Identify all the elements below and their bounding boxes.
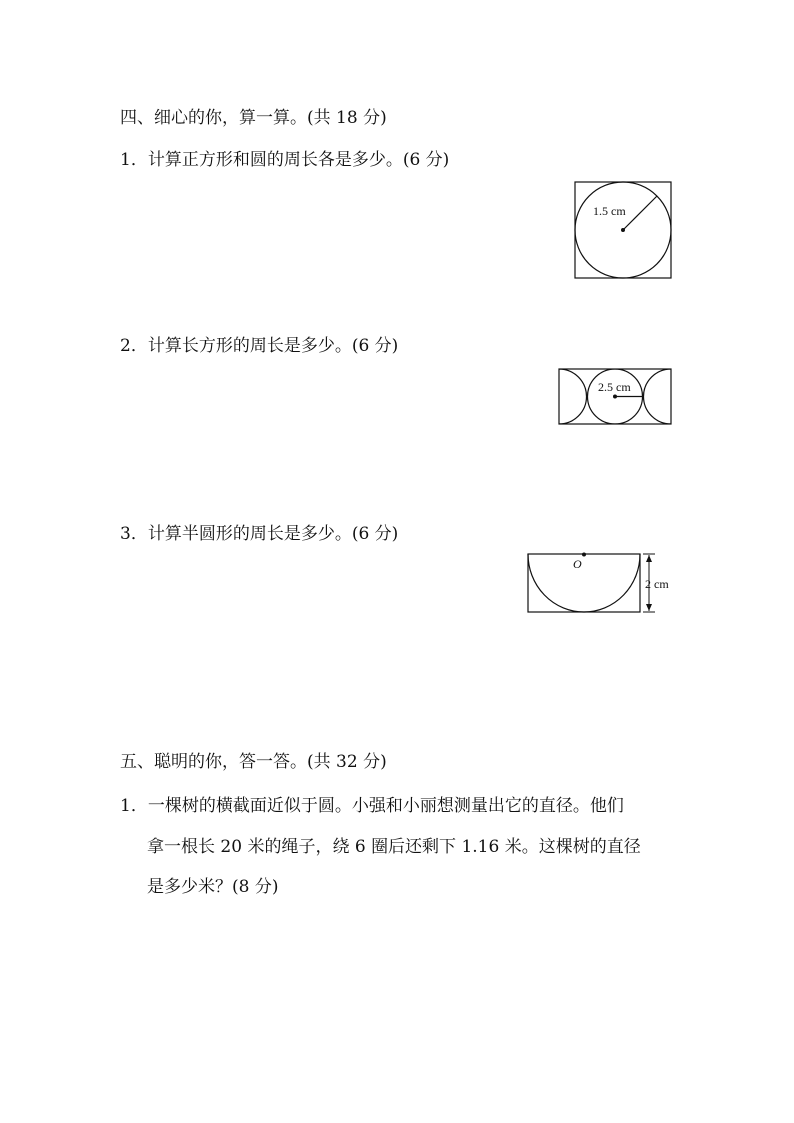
section5-heading: 五、聪明的你，答一答。(共 32 分) [120, 752, 387, 772]
question-4-2-text: 2．计算长方形的周长是多少。(6 分) [120, 336, 399, 356]
rectangle-outline [528, 554, 640, 612]
center-dot [621, 228, 625, 232]
dimension-arrow-up [646, 555, 652, 562]
dimension-arrow-down [646, 604, 652, 611]
radius-label: 1.5 cm [593, 204, 626, 218]
height-label: 2 cm [645, 577, 669, 591]
radius-label: 2.5 cm [598, 380, 631, 394]
question-4-3-text: 3．计算半圆形的周长是多少。(6 分) [120, 524, 399, 544]
section4-heading: 四、细心的你，算一算。(共 18 分) [120, 108, 387, 128]
semicircle-arc [528, 554, 640, 612]
question-4-1-text: 1．计算正方形和圆的周长各是多少。(6 分) [120, 150, 450, 170]
figure-rectangle-circles [558, 368, 672, 425]
center-dot [613, 395, 617, 399]
question-5-1-line1: 1．一棵树的横截面近似于圆。小强和小丽想测量出它的直径。他们 [120, 796, 624, 816]
radius-line [623, 196, 657, 230]
question-5-1-line2: 拿一根长 20 米的绳子，绕 6 圈后还剩下 1.16 米。这棵树的直径 [147, 837, 641, 857]
figure-semicircle-rectangle [527, 553, 677, 615]
figure-square-circle [574, 181, 672, 279]
center-dot [582, 553, 586, 557]
question-5-1-line3: 是多少米？(8 分) [147, 877, 279, 897]
center-label: O [573, 557, 582, 571]
